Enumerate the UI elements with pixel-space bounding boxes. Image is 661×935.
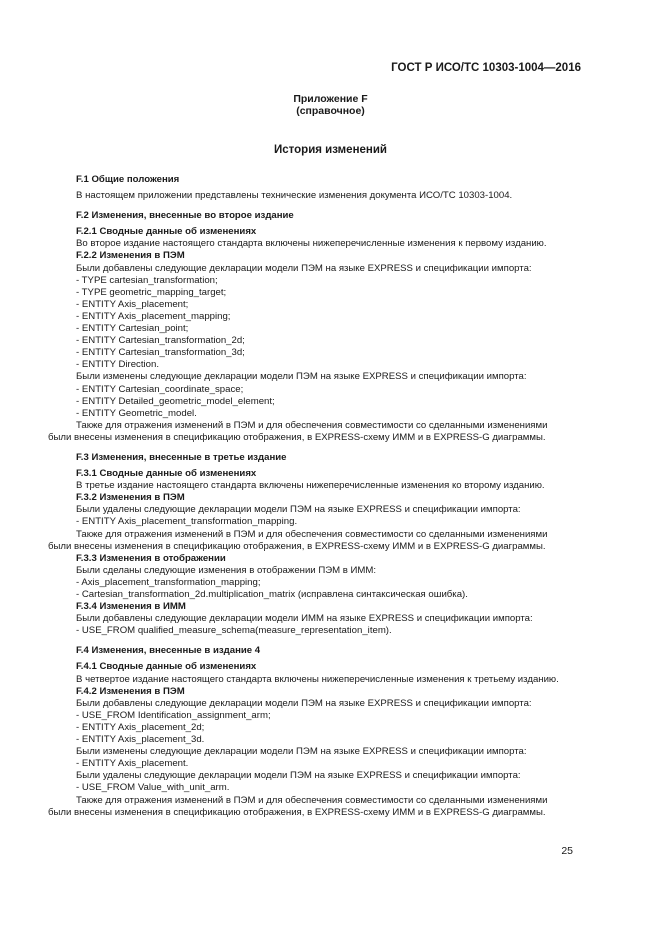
list-item: - USE_FROM qualified_measure_schema(measure_representation_item). bbox=[76, 625, 392, 637]
section-heading-f1: F.1 Общие положения bbox=[76, 174, 180, 185]
document-body bbox=[48, 169, 584, 819]
list-item: - ENTITY Cartesian_coordinate_space; bbox=[76, 383, 244, 395]
list-item: - ENTITY Axis_placement_mapping; bbox=[76, 310, 231, 322]
list-item: - ENTITY Direction. bbox=[76, 359, 159, 371]
paragraph: были внесены изменения в спецификацию отображения, в EXPRESS-схему ИММ и в EXPRESS-G диаграммы. bbox=[48, 431, 546, 443]
paragraph: Были сделаны следующие изменения в отображении ПЭМ в ИММ: bbox=[76, 564, 377, 576]
paragraph: были внесены изменения в спецификацию отображения, в EXPRESS-схему ИММ и в EXPRESS-G диаграммы. bbox=[48, 806, 546, 818]
list-item: - USE_FROM Identification_assignment_arm; bbox=[76, 709, 271, 721]
list-item: - ENTITY Axis_placement. bbox=[76, 758, 189, 770]
paragraph: В четвертое издание настоящего стандарта включены нижеперечисленные изменения к третьему изданию. bbox=[76, 673, 559, 685]
subsection-heading: F.3.3 Изменения в отображении bbox=[76, 552, 226, 564]
document-code-header: ГОСТ Р ИСО/ТС 10303-1004—2016 bbox=[391, 62, 581, 74]
list-item: - TYPE cartesian_transformation; bbox=[76, 274, 218, 286]
section-heading-f3: F.3 Изменения, внесенные в третье издание bbox=[76, 451, 287, 463]
subsection-heading: F.2.1 Сводные данные об изменениях bbox=[76, 226, 257, 238]
list-item: - ENTITY Geometric_model. bbox=[76, 407, 197, 419]
list-item: - ENTITY Cartesian_transformation_2d; bbox=[76, 335, 245, 347]
appendix-type: (справочное) bbox=[296, 105, 365, 117]
paragraph: В настоящем приложении представлены технические изменения документа ИСО/ТС 10303-1004. bbox=[76, 190, 513, 202]
section-heading-f2: F.2 Изменения, внесенные во второе издание bbox=[76, 210, 294, 222]
paragraph: Были удалены следующие декларации модели ПЭМ на языке EXPRESS и спецификации импорта: bbox=[76, 770, 521, 782]
paragraph: Были удалены следующие декларации модели ПЭМ на языке EXPRESS и спецификации импорта: bbox=[76, 504, 521, 516]
subsection-heading: F.3.2 Изменения в ПЭМ bbox=[76, 492, 185, 504]
subsection-heading: F.2.2 Изменения в ПЭМ bbox=[76, 250, 185, 262]
list-item: - ENTITY Cartesian_transformation_3d; bbox=[76, 347, 245, 359]
paragraph: Также для отражения изменений в ПЭМ и для обеспечения совместимости со сделанными изменениями bbox=[76, 419, 548, 431]
list-item: - USE_FROM Value_with_unit_arm. bbox=[76, 782, 230, 794]
paragraph: Были изменены следующие декларации модели ПЭМ на языке EXPRESS и спецификации импорта: bbox=[76, 371, 527, 383]
paragraph: Были добавлены следующие декларации модели ПЭМ на языке EXPRESS и спецификации импорта: bbox=[76, 697, 532, 709]
list-item: - ENTITY Detailed_geometric_model_element; bbox=[76, 395, 275, 407]
page-number: 25 bbox=[561, 845, 573, 857]
list-item: - ENTITY Axis_placement; bbox=[76, 298, 189, 310]
list-item: - TYPE geometric_mapping_target; bbox=[76, 286, 227, 298]
paragraph: Также для отражения изменений в ПЭМ и для обеспечения совместимости со сделанными изменениями bbox=[76, 528, 548, 540]
paragraph: Были изменены следующие декларации модели ПЭМ на языке EXPRESS и спецификации импорта: bbox=[76, 746, 527, 758]
paragraph: Были добавлены следующие декларации модели ПЭМ на языке EXPRESS и спецификации импорта: bbox=[76, 262, 532, 274]
subsection-heading: F.4.2 Изменения в ПЭМ bbox=[76, 685, 185, 697]
list-item: - Cartesian_transformation_2d.multiplication_matrix (исправлена синтаксическая ошибка). bbox=[76, 589, 468, 600]
subsection-heading: F.3.4 Изменения в ИММ bbox=[76, 601, 186, 613]
appendix-label: Приложение F bbox=[293, 93, 368, 105]
list-item: - Axis_placement_transformation_mapping; bbox=[76, 576, 261, 588]
paragraph: В третье издание настоящего стандарта включены нижеперечисленные изменения ко второму изданию. bbox=[76, 480, 545, 492]
list-item: - ENTITY Cartesian_point; bbox=[76, 323, 189, 335]
paragraph: Также для отражения изменений в ПЭМ и для обеспечения совместимости со сделанными изменениями bbox=[76, 794, 548, 806]
subsection-heading: F.4.1 Сводные данные об изменениях bbox=[76, 661, 257, 673]
subsection-heading: F.3.1 Сводные данные об изменениях bbox=[76, 468, 257, 480]
section-heading-f4: F.4 Изменения, внесенные в издание 4 bbox=[76, 645, 261, 657]
list-item: - ENTITY Axis_placement_2d; bbox=[76, 721, 205, 733]
paragraph: были внесены изменения в спецификацию отображения, в EXPRESS-схему ИММ и в EXPRESS-G диаграммы. bbox=[48, 540, 546, 552]
paragraph: Во второе издание настоящего стандарта включены нижеперечисленные изменения к первому изданию. bbox=[76, 238, 547, 250]
paragraph: Были добавлены следующие декларации модели ИММ на языке EXPRESS и спецификации импорта: bbox=[76, 613, 533, 625]
list-item: - ENTITY Axis_placement_3d. bbox=[76, 734, 205, 746]
list-item: - ENTITY Axis_placement_transformation_mapping. bbox=[76, 516, 298, 528]
page-title: История изменений bbox=[274, 144, 387, 156]
